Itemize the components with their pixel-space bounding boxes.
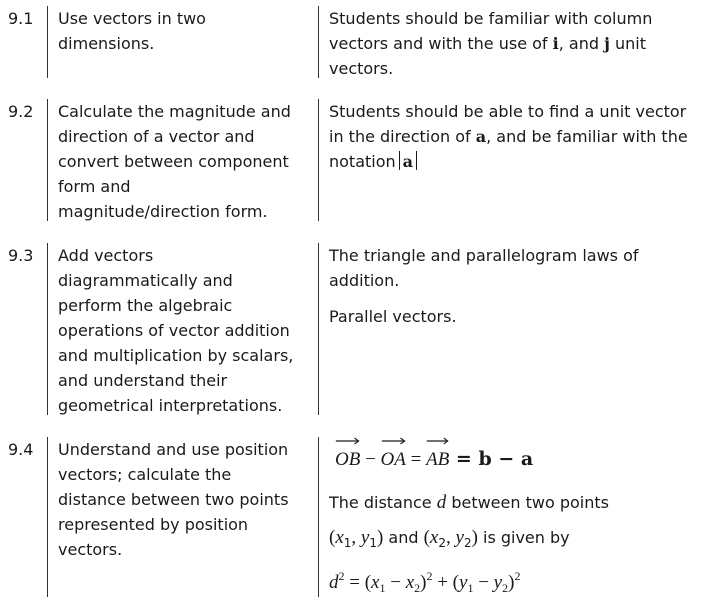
column-divider <box>47 6 48 78</box>
guidance-text <box>329 243 714 329</box>
topic-line: dimensions. <box>58 34 155 53</box>
topic-line: Add vectors <box>58 246 154 265</box>
column-divider <box>318 437 319 597</box>
column-divider <box>47 243 48 415</box>
guidance-line: in the direction of a, and be familiar with the <box>329 127 688 146</box>
vector-a: a <box>402 152 414 171</box>
topic-text <box>58 437 316 562</box>
guidance-line: Students should be able to find a unit vector <box>329 102 687 121</box>
vector-oa: OA <box>381 439 406 472</box>
variable-d: d <box>436 492 447 513</box>
topic-line: Use vectors in two <box>58 9 206 28</box>
topic-line: geometrical interpretations. <box>58 396 283 415</box>
row-number: 9.3 <box>8 246 34 265</box>
modulus-bar <box>399 151 400 170</box>
topic-line: diagrammatically and <box>58 271 233 290</box>
topic-line: vectors. <box>58 540 123 559</box>
vector-arrow-icon <box>381 436 406 446</box>
topic-text <box>58 99 316 224</box>
topic-text <box>58 6 316 56</box>
guidance-line: The triangle and parallelogram laws of <box>329 246 639 265</box>
guidance-line: vectors and with the use of i, and j unit <box>329 34 646 53</box>
spec-row-9-3 <box>0 243 717 415</box>
topic-line: Understand and use position <box>58 440 289 459</box>
topic-line: form and <box>58 177 131 196</box>
column-divider <box>318 6 319 78</box>
distance-formula: $d^2 = (x_1 - x_2)^2 + (y_1 - y_2)^2$ <box>329 569 521 595</box>
topic-line: and multiplication by scalars, <box>58 346 294 365</box>
topic-line: direction of a vector and <box>58 127 255 146</box>
guidance-line: The distance d between two points <box>329 492 609 513</box>
guidance-line: notation a <box>329 149 714 174</box>
column-divider <box>318 243 319 415</box>
unit-vector-j: j <box>604 34 610 53</box>
spec-row-9-4 <box>0 437 717 597</box>
guidance-line: vectors. <box>329 59 394 78</box>
row-number: 9.1 <box>8 9 34 28</box>
vector-arrow-icon <box>426 436 449 446</box>
position-vector-equation: OB − OA = AB = b − a <box>335 439 533 472</box>
row-number: 9.2 <box>8 102 34 121</box>
topic-line: perform the algebraic <box>58 296 233 315</box>
guidance-line: ($x_1$, $y_1$) and ($x_2$, $y_2$) is given by <box>329 527 570 550</box>
row-number: 9.4 <box>8 440 34 459</box>
topic-line: Calculate the magnitude and <box>58 102 291 121</box>
topic-line: magnitude/direction form. <box>58 202 268 221</box>
modulus-bar <box>416 151 417 170</box>
topic-line: operations of vector addition <box>58 321 290 340</box>
vector-ab: AB <box>426 439 449 472</box>
topic-line: convert between component <box>58 152 289 171</box>
guidance-text <box>329 99 714 174</box>
topic-line: distance between two points <box>58 490 289 509</box>
column-divider <box>47 437 48 597</box>
spec-row-9-1 <box>0 6 717 78</box>
topic-line: represented by position <box>58 515 249 534</box>
topic-line: vectors; calculate the <box>58 465 232 484</box>
guidance-line: addition. <box>329 271 400 290</box>
topic-text <box>58 243 316 418</box>
vector-arrow-icon <box>335 436 360 446</box>
column-divider <box>318 99 319 221</box>
column-divider <box>47 99 48 221</box>
spec-row-9-2 <box>0 99 717 221</box>
guidance-text <box>329 6 714 81</box>
vector-ob: OB <box>335 439 360 472</box>
guidance-line: Parallel vectors. <box>329 307 457 326</box>
unit-vector-i: i <box>552 34 559 53</box>
guidance-line: Students should be familiar with column <box>329 9 653 28</box>
topic-line: and understand their <box>58 371 228 390</box>
vector-a: a <box>475 127 487 146</box>
